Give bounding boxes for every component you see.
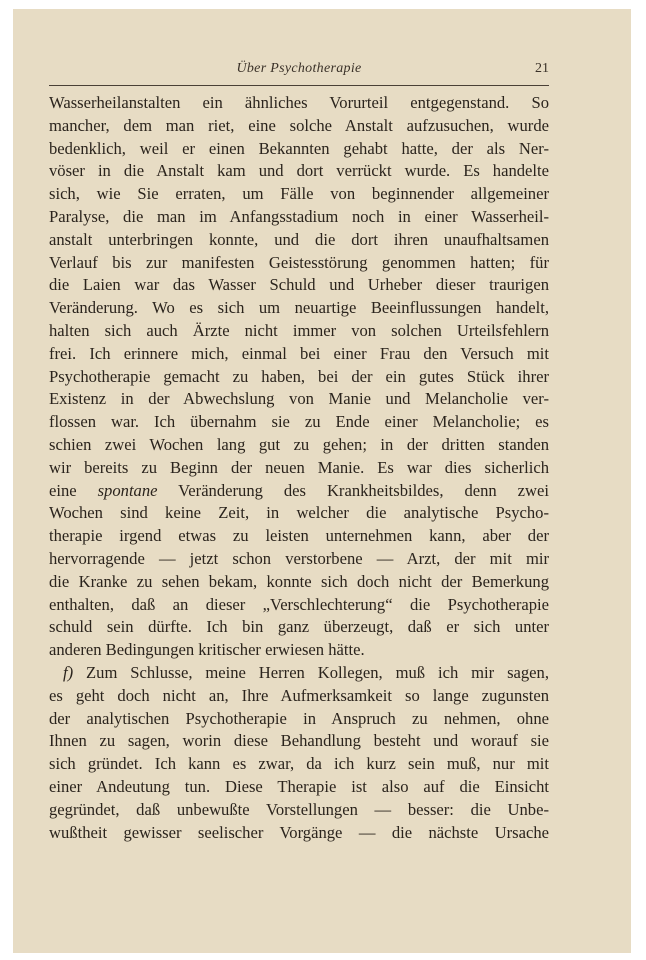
book-page	[13, 9, 631, 953]
text-line: schuld sein dürfte. Ich bin ganz überzeugt, daß er sich unter	[49, 617, 549, 637]
text-fragment: eine	[49, 480, 98, 500]
text-line: sich, wie Sie erraten, um Fälle von beginnender allgemeiner	[49, 184, 549, 204]
text-line: Existenz in der Abwechslung von Manie und Melancholie ver-	[49, 389, 549, 409]
text-line	[49, 662, 549, 685]
text-line: bedenklich, weil er einen Bekannten gehabt hatte, der als Ner-	[49, 138, 549, 158]
text-line: mancher, dem man riet, eine solche Anstalt aufzusuchen, wurde	[49, 115, 549, 135]
text-line: Ihnen zu sagen, worin diese Behandlung besteht und worauf sie	[49, 731, 549, 751]
text-line	[49, 480, 549, 503]
text-line: der analytischen Psychotherapie in Anspruch zu nehmen, ohne	[49, 708, 549, 728]
text-line: hervorragende — jetzt schon verstorbene — Arzt, der mit mir	[49, 548, 549, 568]
paragraph-1	[49, 92, 549, 662]
body-text	[49, 92, 549, 844]
text-line: Wochen sind keine Zeit, in welcher die analytische Psycho-	[49, 503, 549, 523]
text-line: wir bereits zu Beginn der neuen Manie. Es war dies sicherlich	[49, 457, 549, 477]
text-line: frei. Ich erinnere mich, einmal bei einer Frau den Versuch mit	[49, 343, 549, 363]
text-line: halten sich auch Ärzte nicht immer von solchen Urteilsfehlern	[49, 320, 549, 340]
text-line: die Kranke zu sehen bekam, konnte sich doch nicht der Bemerkung	[49, 571, 549, 591]
text-line: flossen war. Ich übernahm sie zu Ende einer Melancholie; es	[49, 412, 549, 432]
running-title: Über Psychotherapie	[236, 61, 362, 76]
page-number: 21	[535, 61, 549, 76]
emphasized-word: spontane	[97, 480, 158, 500]
text-line: Veränderung. Wo es sich um neuartige Beeinflussungen handelt,	[49, 298, 549, 318]
text-fragment: Zum Schlusse, meine Herren Kollegen, muß ich mir sagen,	[73, 662, 549, 682]
text-line: therapie irgend etwas zu leisten unternehmen kann, aber der	[49, 526, 549, 546]
header-rule	[49, 85, 549, 86]
text-line: Psychotherapie gemacht zu haben, bei der ein gutes Stück ihrer	[49, 366, 549, 386]
text-fragment: Veränderung des Krankheitsbildes, denn zwei	[157, 480, 549, 500]
text-line: gegründet, daß unbewußte Vorstellungen — besser: die Unbe-	[49, 799, 549, 819]
section-label: f)	[63, 662, 74, 682]
text-line: anderen Bedingungen kritischer erwiesen hätte.	[49, 640, 365, 660]
text-line: Paralyse, die man im Anfangsstadium noch in einer Wasserheil-	[49, 206, 549, 226]
text-line: vöser in die Anstalt kam und dort verrückt wurde. Es handelte	[49, 161, 549, 181]
text-line: sich gründet. Ich kann es zwar, da ich kurz sein muß, nur mit	[49, 754, 549, 774]
text-line: schien zwei Wochen lang gut zu gehen; in der dritten standen	[49, 434, 549, 454]
text-line: wußtheit gewisser seelischer Vorgänge — die nächste Ursache	[49, 822, 549, 842]
paragraph-2	[49, 662, 549, 844]
text-line: enthalten, daß an dieser „Verschlechterung“ die Psychotherapie	[49, 594, 549, 614]
text-line: Verlauf bis zur manifesten Geistesstörung genommen hatten; für	[49, 252, 549, 272]
page-header	[49, 61, 549, 81]
text-line: einer Andeutung tun. Diese Therapie ist also auf die Einsicht	[49, 776, 549, 796]
text-line: die Laien war das Wasser Schuld und Urheber dieser traurigen	[49, 275, 549, 295]
text-line: Wasserheilanstalten ein ähnliches Vorurteil entgegenstand. So	[49, 93, 549, 112]
text-line: anstalt unterbringen konnte, und die dort ihren unaufhaltsamen	[49, 229, 549, 249]
text-line: es geht doch nicht an, Ihre Aufmerksamkeit so lange zugunsten	[49, 685, 549, 705]
